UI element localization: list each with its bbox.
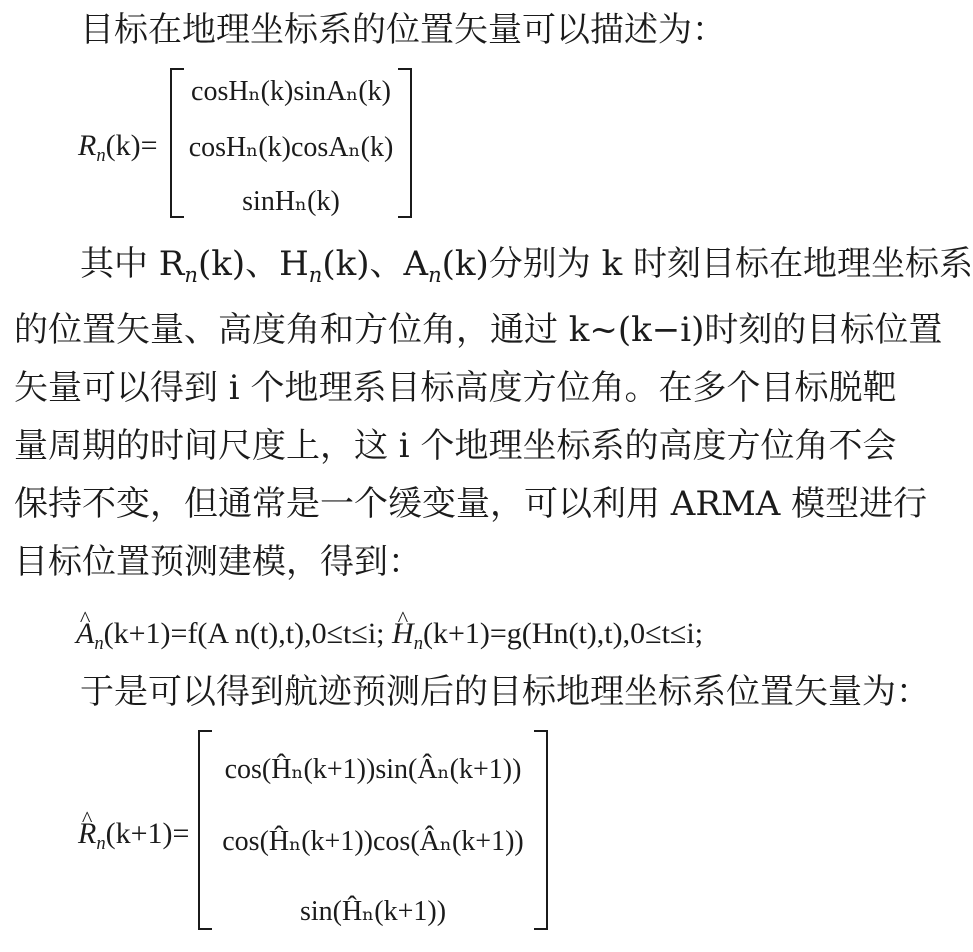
- paragraph2-line-1: [0, 242, 972, 290]
- intro-text: [0, 8, 972, 52]
- p2-sub-h: n: [308, 261, 323, 287]
- eq3-row-1: cos(Ĥₙ(k+1))sin(Âₙ(k+1)): [224, 754, 522, 785]
- eq3-lhs-subscript: n: [96, 832, 106, 854]
- paragraph2-line-3: 矢量可以得到 i 个地理系目标高度方位角。在多个目标脱靶: [14, 368, 897, 408]
- eq1-row-1: cosHₙ(k)sinAₙ(k): [191, 76, 391, 107]
- eq1-lhs-symbol: R: [78, 129, 97, 162]
- eq2-a-sub: n: [94, 632, 104, 654]
- eq3-lhs-argument: (k+1)=: [105, 817, 190, 850]
- paragraph2-line-5: 保持不变，但通常是一个缓变量，可以利用 ARMA 模型进行: [14, 484, 928, 524]
- equation3-matrix: [198, 730, 548, 930]
- paragraph2-line-4: 量周期的时间尺度上，这 i 个地理坐标系的高度方位角不会: [14, 426, 897, 466]
- eq2-h-sub: n: [413, 632, 423, 654]
- eq1-row-2: cosHₙ(k)cosAₙ(k): [188, 132, 394, 163]
- eq1-row-3: sinHₙ(k): [242, 186, 340, 217]
- equation3-lhs: [78, 814, 189, 858]
- eq1-lhs-argument: (k)=: [105, 129, 158, 162]
- eq3-row-3: sin(Ĥₙ(k+1)): [299, 896, 447, 927]
- eq2-h-hat: ^ H: [392, 612, 414, 656]
- eq1-lhs-subscript: n: [96, 144, 106, 166]
- paragraph2-line-6: 目标位置预测建模，得到：: [14, 542, 422, 582]
- intro-sentence: 目标在地理坐标系的位置矢量可以描述为：: [80, 10, 726, 50]
- eq3-lhs-symbol: ^ R: [78, 814, 96, 854]
- paragraph3-line: 于是可以得到航迹预测后的目标地理坐标系位置矢量为：: [80, 672, 930, 712]
- eq2-a-expr: (k+1)=f(A n(t),t),0≤t≤i;: [103, 617, 393, 650]
- p2-sub-a: n: [428, 261, 442, 287]
- equation1-lhs: [78, 126, 158, 170]
- equation1-matrix: [170, 68, 412, 218]
- p2-text-c: (k)、A: [322, 244, 429, 284]
- eq2-a-hat: ^ A: [76, 612, 94, 656]
- p2-sub-r: n: [184, 261, 198, 287]
- paragraph2-line-2: 的位置矢量、高度角和方位角，通过 k~(k−i)时刻的目标位置: [14, 310, 943, 350]
- p2-text-d: (k)分别为 k 时刻目标在地理坐标系: [441, 244, 973, 284]
- p2-text-b: (k)、H: [198, 244, 309, 284]
- equation2: [0, 612, 968, 660]
- p2-text-a: 其中 R: [80, 244, 185, 284]
- eq2-h-expr: (k+1)=g(Hn(t),t),0≤t≤i;: [422, 617, 704, 650]
- eq3-row-2: cos(Ĥₙ(k+1))cos(Âₙ(k+1)): [222, 826, 524, 857]
